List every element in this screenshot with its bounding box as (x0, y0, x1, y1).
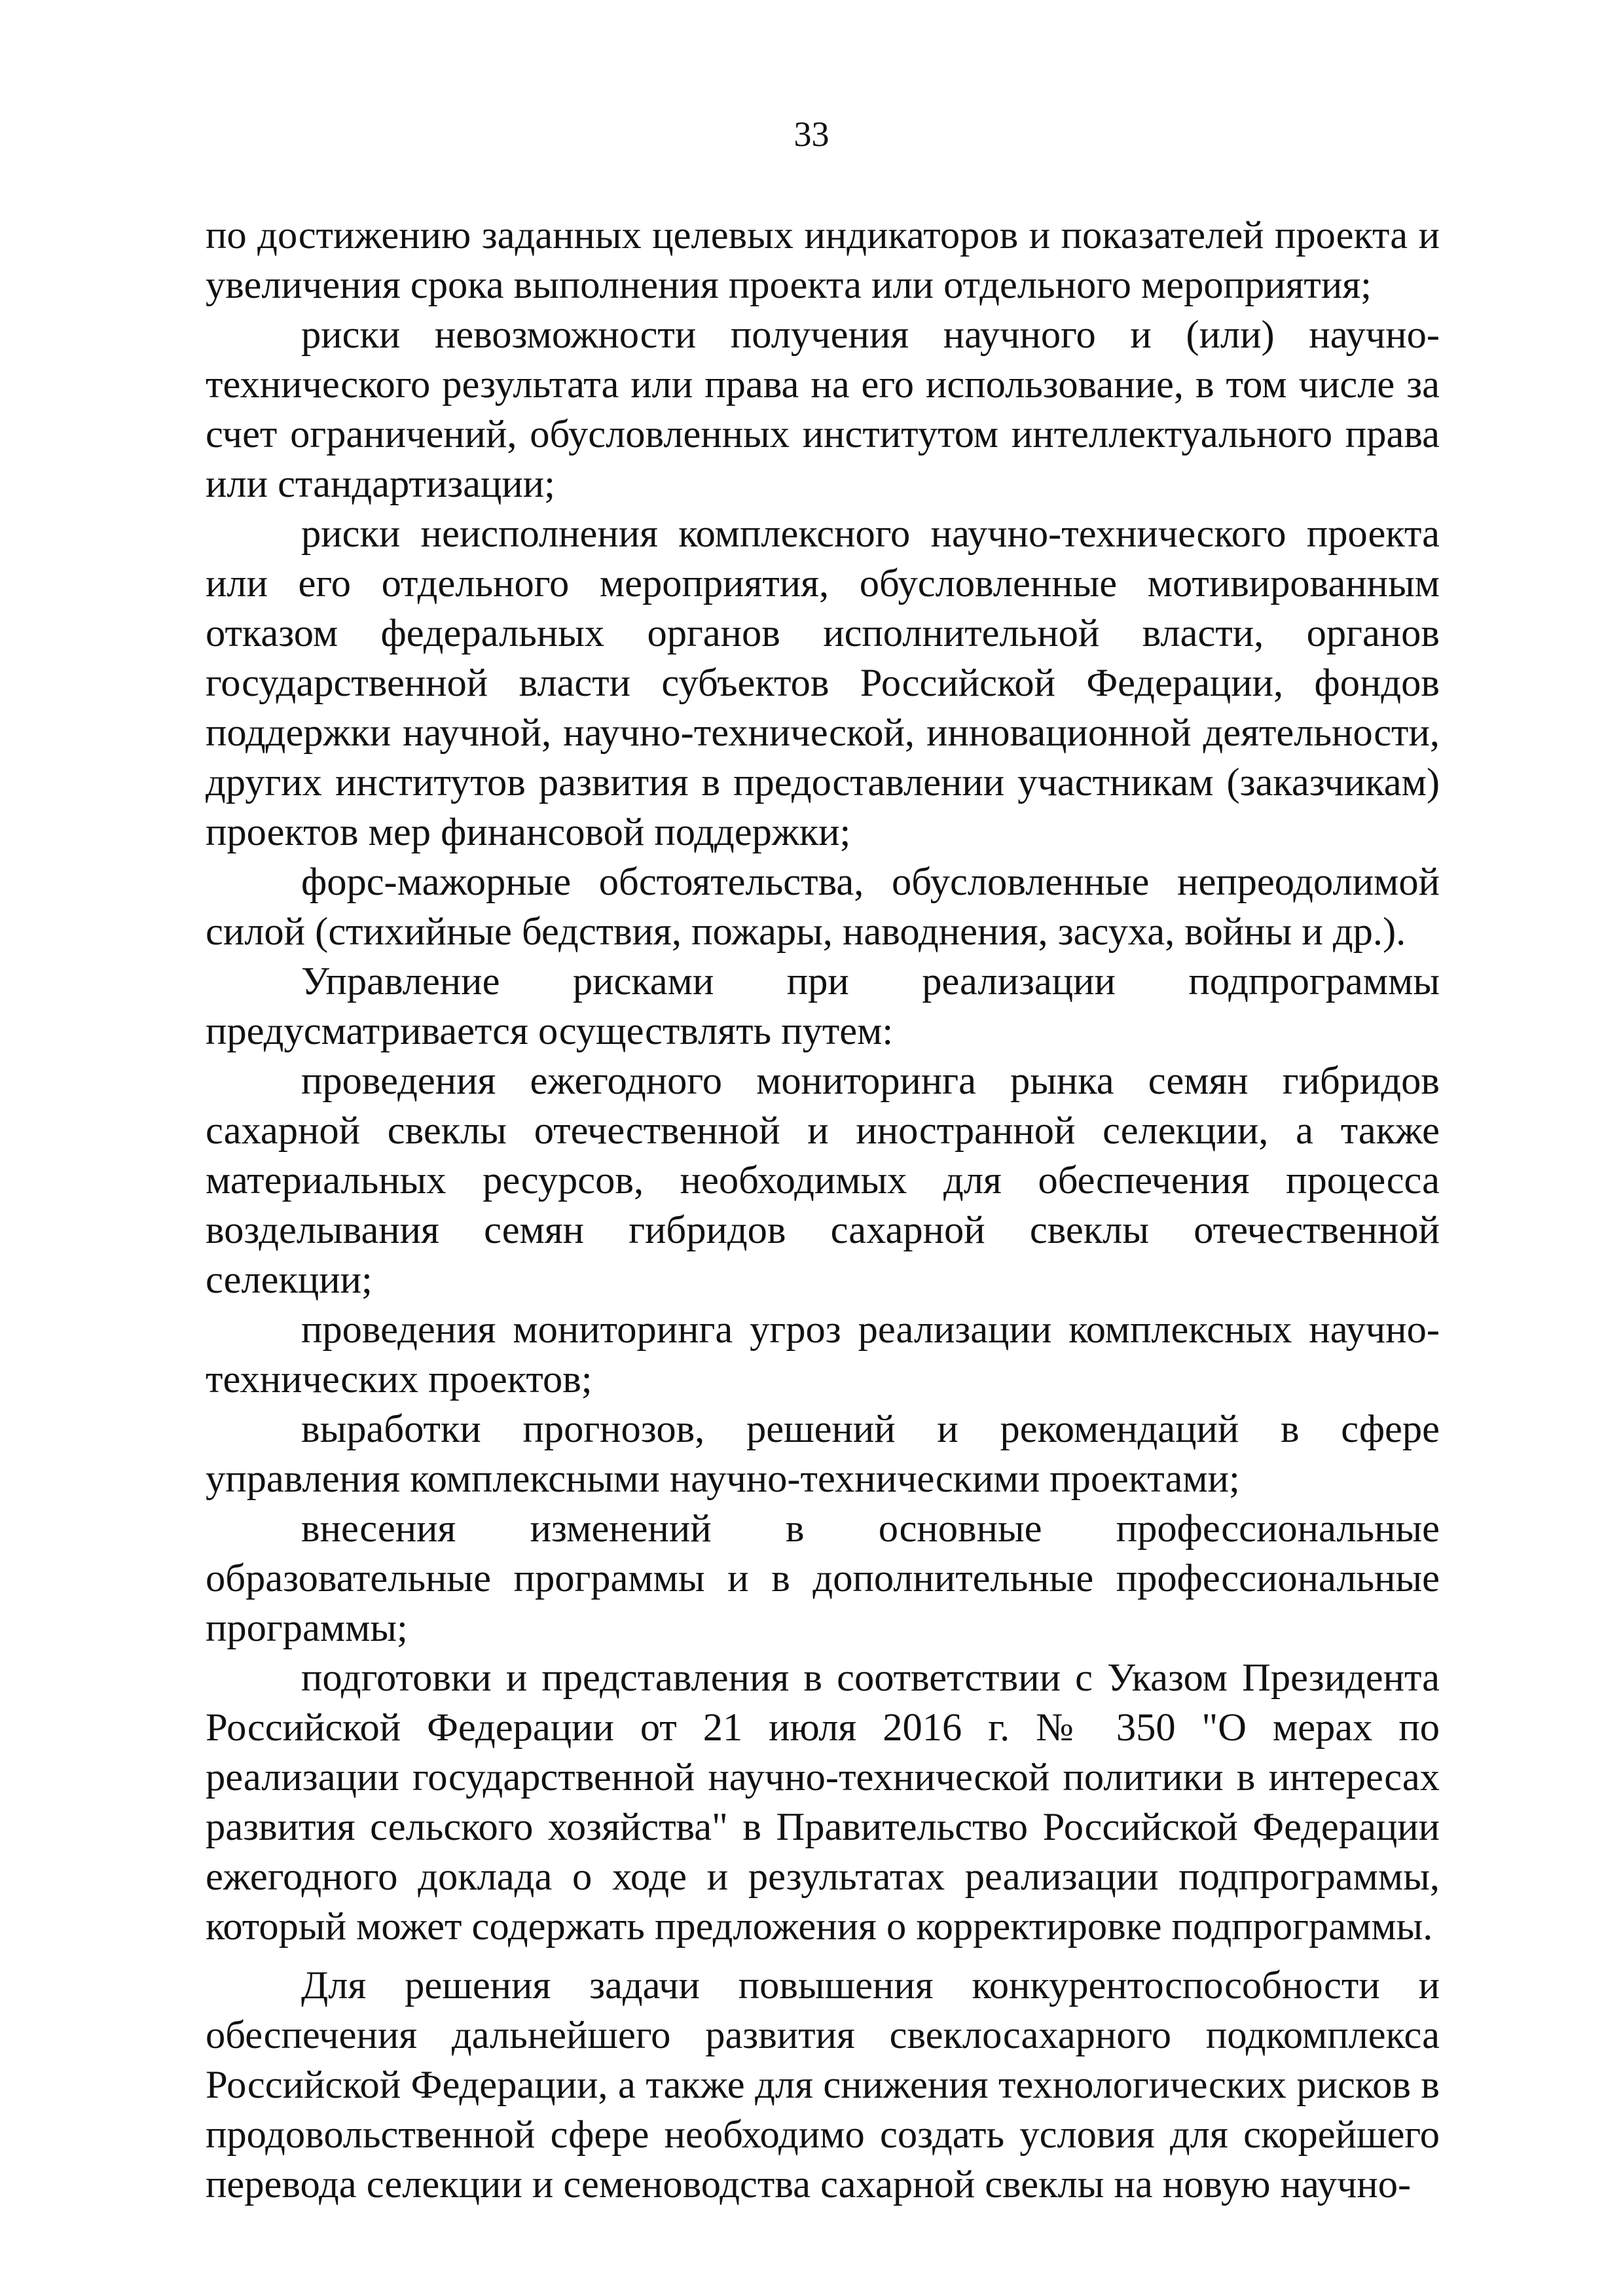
paragraph-forecasts: выработки прогнозов, решений и рекомендаций в сфере управления комплексными научно-техническими проектами; (206, 1407, 1440, 1501)
paragraph-competitiveness: Для решения задачи повышения конкурентоспособности и обеспечения дальнейшего развития свеклосахарного подкомплекса Российской Федерации, а также для снижения технологических рисков в продовольственной сфере необходимо создать условия для скорейшего перевода селекции и семеноводства сахарной свеклы на новую научно- (206, 1964, 1440, 2206)
paragraph-risk-management-intro: Управление рисками при реализации подпрограммы предусматривается осуществлять путем: (206, 960, 1440, 1053)
paragraph-market-monitoring: проведения ежегодного мониторинга рынка семян гибридов сахарной свеклы отечественной и иностранной селекции, а также материальных ресурсов, необходимых для обеспечения процесса возделывания семян гибридов сахарной свеклы отечественной селекции; (206, 1059, 1440, 1302)
document-body (206, 211, 1440, 2210)
paragraph-annual-report: подготовки и представления в соответствии с Указом Президента Российской Федерации от 21 июля 2016 г. № 350 "О мерах по реализации государственной научно-технической политики в интересах развития сельского хозяйства" в Правительство Российской Федерации ежегодного доклада о ходе и результатах реализации подпрограммы, который может содержать предложения о корректировке подпрограммы. (206, 1656, 1440, 1948)
paragraph-force-majeure: форс-мажорные обстоятельства, обусловленные непреодолимой силой (стихийные бедствия, пожары, наводнения, засуха, войны и др.). (206, 860, 1440, 954)
page-number: 33 (793, 115, 830, 154)
paragraph-continuation: по достижению заданных целевых индикаторов и показателей проекта и увеличения срока выполнения проекта или отдельного мероприятия; (206, 213, 1440, 307)
paragraph-risk-non-execution: риски неисполнения комплексного научно-технического проекта или его отдельного мероприятия, обусловленные мотивированным отказом федеральных органов исполнительной власти, органов государственной власти субъектов Российской Федерации, фондов поддержки научной, научно-технической, инновационной деятельности, других институтов развития в предоставлении участникам (заказчикам) проектов мер финансовой поддержки; (206, 512, 1440, 854)
paragraph-education-programs: внесения изменений в основные профессиональные образовательные программы и в дополнительные профессиональные программы; (206, 1507, 1440, 1650)
paragraph-threat-monitoring: проведения мониторинга угроз реализации комплексных научно-технических проектов; (206, 1308, 1440, 1401)
paragraph-risk-no-result: риски невозможности получения научного и (или) научно-технического результата или права на его использование, в том числе за счет ограничений, обусловленных институтом интеллектуального права или стандартизации; (206, 313, 1440, 506)
